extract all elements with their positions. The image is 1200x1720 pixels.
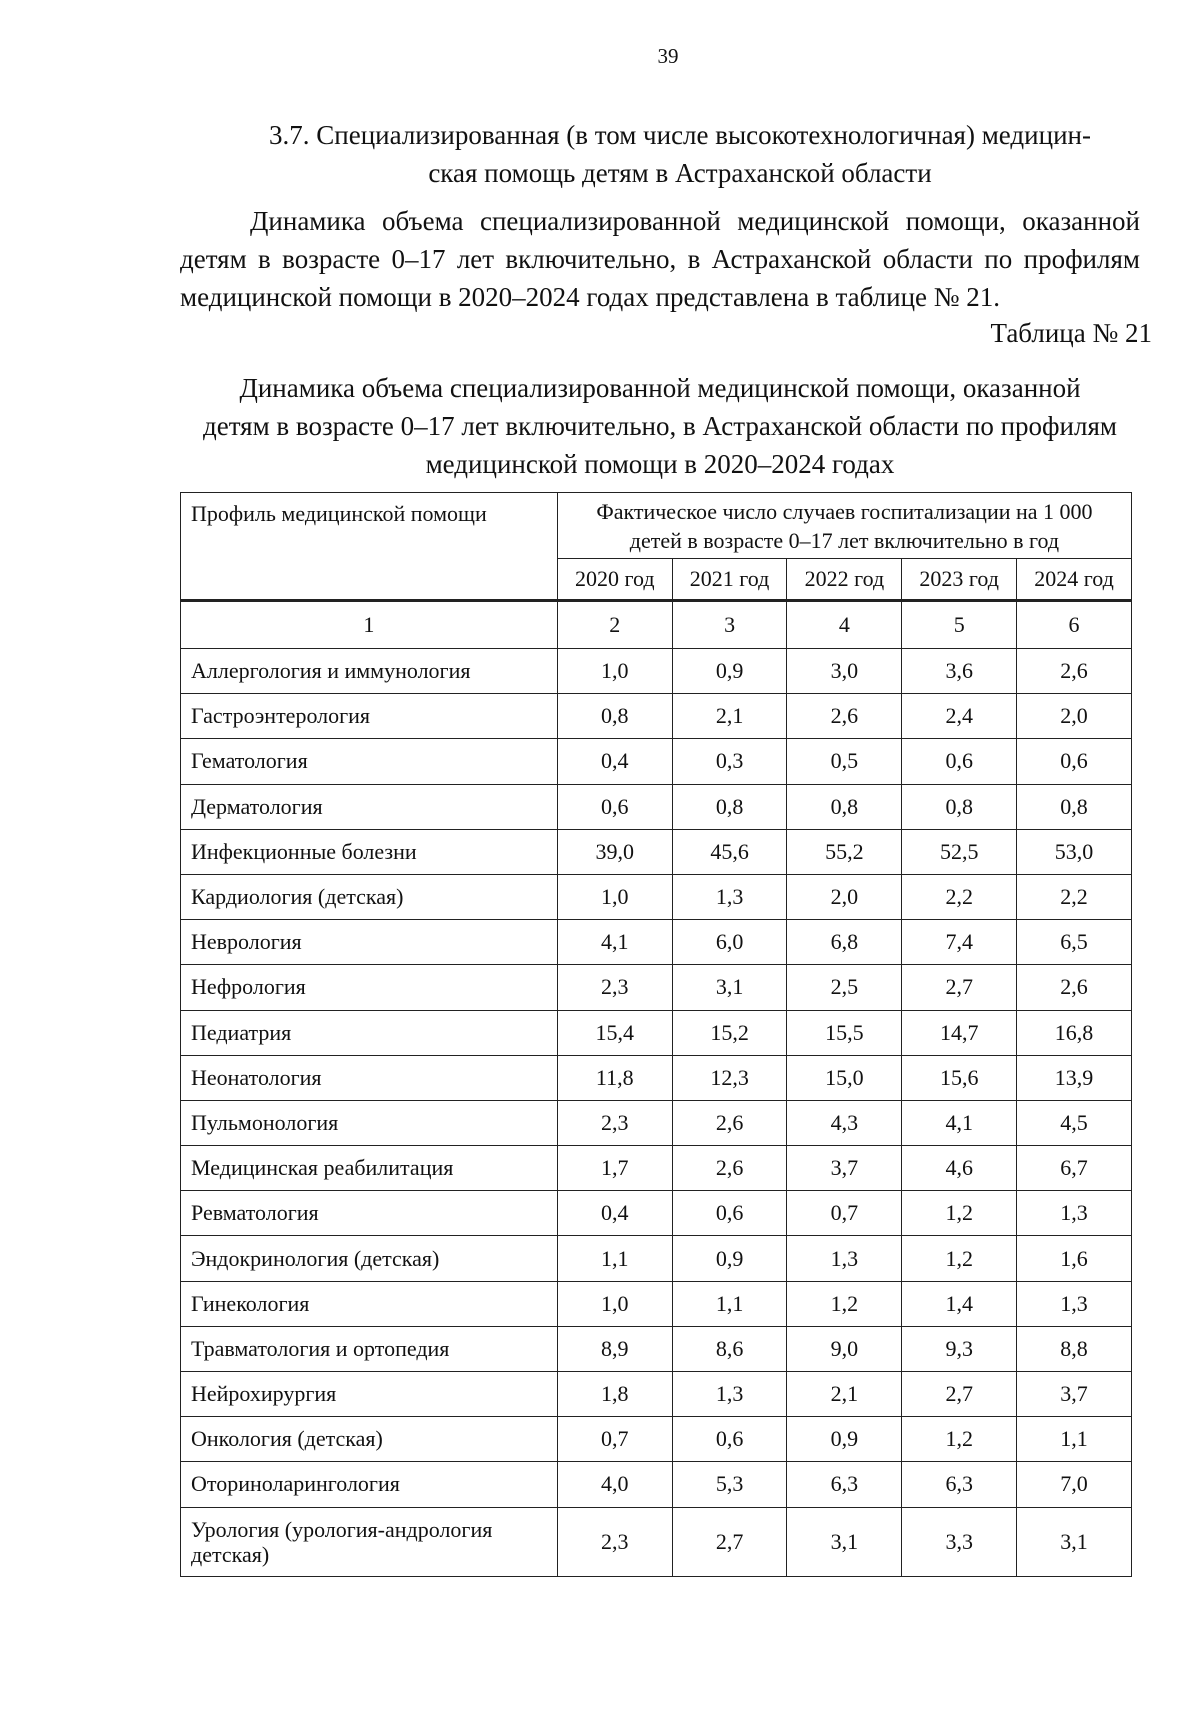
value-cell: 2,6 [787,694,902,739]
value-cell: 8,9 [557,1326,672,1371]
value-cell: 2,7 [902,965,1017,1010]
value-cell: 2,1 [787,1372,902,1417]
table-title-line: медицинской помощи в 2020–2024 годах [425,449,895,479]
section-heading-line: ская помощь детям в Астраханской области [428,158,932,188]
profile-name-cell: Онкология (детская) [181,1417,558,1462]
header-group [557,493,1131,559]
value-cell: 3,7 [1017,1372,1132,1417]
value-cell: 4,6 [902,1146,1017,1191]
profile-name-cell: Травматология и ортопедия [181,1326,558,1371]
value-cell: 0,8 [557,694,672,739]
value-cell: 14,7 [902,1010,1017,1055]
table-row [181,784,1132,829]
value-cell: 9,3 [902,1326,1017,1371]
value-cell: 2,5 [787,965,902,1010]
value-cell: 6,8 [787,920,902,965]
value-cell: 12,3 [672,1055,787,1100]
value-cell: 0,8 [902,784,1017,829]
value-cell: 15,0 [787,1055,902,1100]
value-cell: 1,1 [557,1236,672,1281]
value-cell: 3,1 [672,965,787,1010]
profile-name-cell: Гинекология [181,1281,558,1326]
profile-name-cell: Аллергология и иммунология [181,649,558,694]
value-cell: 3,1 [1017,1507,1132,1576]
value-cell: 1,3 [1017,1191,1132,1236]
column-number: 3 [672,601,787,649]
value-cell: 4,1 [557,920,672,965]
profile-name-cell: Инфекционные болезни [181,829,558,874]
value-cell: 1,3 [672,874,787,919]
value-cell: 1,2 [902,1236,1017,1281]
value-cell: 0,9 [672,649,787,694]
value-cell: 2,3 [557,1100,672,1145]
value-cell: 6,3 [902,1462,1017,1507]
table-row [181,1055,1132,1100]
value-cell: 0,6 [1017,739,1132,784]
value-cell: 0,8 [672,784,787,829]
value-cell: 13,9 [1017,1055,1132,1100]
value-cell: 52,5 [902,829,1017,874]
value-cell: 2,7 [672,1507,787,1576]
value-cell: 0,7 [787,1191,902,1236]
table-row [181,965,1132,1010]
value-cell: 2,1 [672,694,787,739]
value-cell: 2,3 [557,965,672,1010]
value-cell: 0,5 [787,739,902,784]
value-cell: 45,6 [672,829,787,874]
value-cell: 2,6 [672,1146,787,1191]
table-title [180,369,1140,483]
column-number: 1 [181,601,558,649]
page-number: 39 [657,44,679,68]
value-cell: 0,9 [787,1417,902,1462]
column-number: 6 [1017,601,1132,649]
value-cell: 39,0 [557,829,672,874]
value-cell: 1,7 [557,1146,672,1191]
profile-name-cell: Нейрохирургия [181,1372,558,1417]
table-label: Таблица № 21 [990,318,1152,348]
header-year: 2022 год [787,559,902,601]
profile-name-cell: Оториноларингология [181,1462,558,1507]
value-cell: 11,8 [557,1055,672,1100]
value-cell: 4,5 [1017,1100,1132,1145]
value-cell: 3,7 [787,1146,902,1191]
table-row [181,1236,1132,1281]
value-cell: 3,1 [787,1507,902,1576]
value-cell: 4,0 [557,1462,672,1507]
header-year: 2023 год [902,559,1017,601]
profile-name-cell: Нефрология [181,965,558,1010]
value-cell: 2,0 [1017,694,1132,739]
column-number: 5 [902,601,1017,649]
hospitalization-table [180,492,1132,1577]
value-cell: 0,8 [1017,784,1132,829]
value-cell: 1,2 [902,1191,1017,1236]
value-cell: 2,4 [902,694,1017,739]
value-cell: 5,3 [672,1462,787,1507]
value-cell: 53,0 [1017,829,1132,874]
value-cell: 6,5 [1017,920,1132,965]
table-body [181,601,1132,1577]
value-cell: 0,7 [557,1417,672,1462]
value-cell: 0,4 [557,1191,672,1236]
value-cell: 7,4 [902,920,1017,965]
table-row [181,1417,1132,1462]
header-year: 2021 год [672,559,787,601]
value-cell: 0,6 [672,1191,787,1236]
value-cell: 55,2 [787,829,902,874]
value-cell: 3,6 [902,649,1017,694]
profile-name-cell: Неонатология [181,1055,558,1100]
table-row [181,874,1132,919]
table-header [181,493,1132,601]
value-cell: 2,6 [672,1100,787,1145]
value-cell: 15,4 [557,1010,672,1055]
column-number: 2 [557,601,672,649]
header-year: 2020 год [557,559,672,601]
table-row [181,1100,1132,1145]
value-cell: 2,7 [902,1372,1017,1417]
column-number-row [181,601,1132,649]
value-cell: 1,1 [672,1281,787,1326]
header-profile: Профиль медицинской помощи [181,493,558,601]
column-number: 4 [787,601,902,649]
value-cell: 0,6 [557,784,672,829]
value-cell: 16,8 [1017,1010,1132,1055]
value-cell: 15,5 [787,1010,902,1055]
section-heading-line: 3.7. Специализированная (в том числе высокотехнологичная) медицин- [269,120,1091,150]
value-cell: 0,6 [902,739,1017,784]
value-cell: 0,3 [672,739,787,784]
value-cell: 1,2 [787,1281,902,1326]
value-cell: 2,3 [557,1507,672,1576]
value-cell: 2,2 [1017,874,1132,919]
value-cell: 8,6 [672,1326,787,1371]
value-cell: 2,6 [1017,649,1132,694]
value-cell: 3,0 [787,649,902,694]
profile-name-cell: Дерматология [181,784,558,829]
value-cell: 0,6 [672,1417,787,1462]
header-group-line: Фактическое число случаев госпитализации на 1 000 [596,498,1093,524]
table-row [181,1372,1132,1417]
intro-paragraph: Динамика объема специализированной медицинской помощи, оказанной детям в возрасте 0–17 лет включительно, в Астраханской области по профилям медицинской помощи в 2020–2024 годах представлена в таблице № 21. [180,206,1140,312]
value-cell: 1,0 [557,1281,672,1326]
profile-name-cell: Урология (урология-андрология детская) [181,1507,558,1576]
value-cell: 1,2 [902,1417,1017,1462]
value-cell: 0,9 [672,1236,787,1281]
value-cell: 6,3 [787,1462,902,1507]
value-cell: 6,7 [1017,1146,1132,1191]
value-cell: 2,2 [902,874,1017,919]
profile-name-cell: Гастроэнтерология [181,694,558,739]
table-row [181,694,1132,739]
table-row [181,1326,1132,1371]
value-cell: 1,0 [557,649,672,694]
value-cell: 4,3 [787,1100,902,1145]
section-heading [180,116,1180,192]
value-cell: 2,6 [1017,965,1132,1010]
value-cell: 15,6 [902,1055,1017,1100]
value-cell: 0,8 [787,784,902,829]
table-row [181,1507,1132,1576]
profile-name-cell: Педиатрия [181,1010,558,1055]
value-cell: 1,3 [672,1372,787,1417]
profile-name-cell: Медицинская реабилитация [181,1146,558,1191]
table-row [181,1010,1132,1055]
value-cell: 7,0 [1017,1462,1132,1507]
value-cell: 4,1 [902,1100,1017,1145]
value-cell: 8,8 [1017,1326,1132,1371]
table-row [181,829,1132,874]
value-cell: 1,3 [787,1236,902,1281]
value-cell: 6,0 [672,920,787,965]
value-cell: 2,0 [787,874,902,919]
profile-name-cell: Эндокринология (детская) [181,1236,558,1281]
profile-name-cell: Ревматология [181,1191,558,1236]
value-cell: 1,1 [1017,1417,1132,1462]
profile-name-cell: Кардиология (детская) [181,874,558,919]
value-cell: 0,4 [557,739,672,784]
value-cell: 1,3 [1017,1281,1132,1326]
table-title-line: детям в возрасте 0–17 лет включительно, в Астраханской области по профилям [203,411,1117,441]
value-cell: 15,2 [672,1010,787,1055]
profile-name-cell: Пульмонология [181,1100,558,1145]
profile-name-cell: Неврология [181,920,558,965]
table-title-line: Динамика объема специализированной медицинской помощи, оказанной [239,373,1081,403]
value-cell: 1,0 [557,874,672,919]
header-group-line: детей в возрасте 0–17 лет включительно в год [629,527,1060,553]
table-row [181,1281,1132,1326]
value-cell: 9,0 [787,1326,902,1371]
table-row [181,649,1132,694]
value-cell: 1,4 [902,1281,1017,1326]
table-row [181,1146,1132,1191]
profile-name-cell: Гематология [181,739,558,784]
table-row [181,1191,1132,1236]
value-cell: 1,8 [557,1372,672,1417]
table-row [181,920,1132,965]
header-year: 2024 год [1017,559,1132,601]
value-cell: 1,6 [1017,1236,1132,1281]
table-row [181,1462,1132,1507]
table-row [181,739,1132,784]
value-cell: 3,3 [902,1507,1017,1576]
